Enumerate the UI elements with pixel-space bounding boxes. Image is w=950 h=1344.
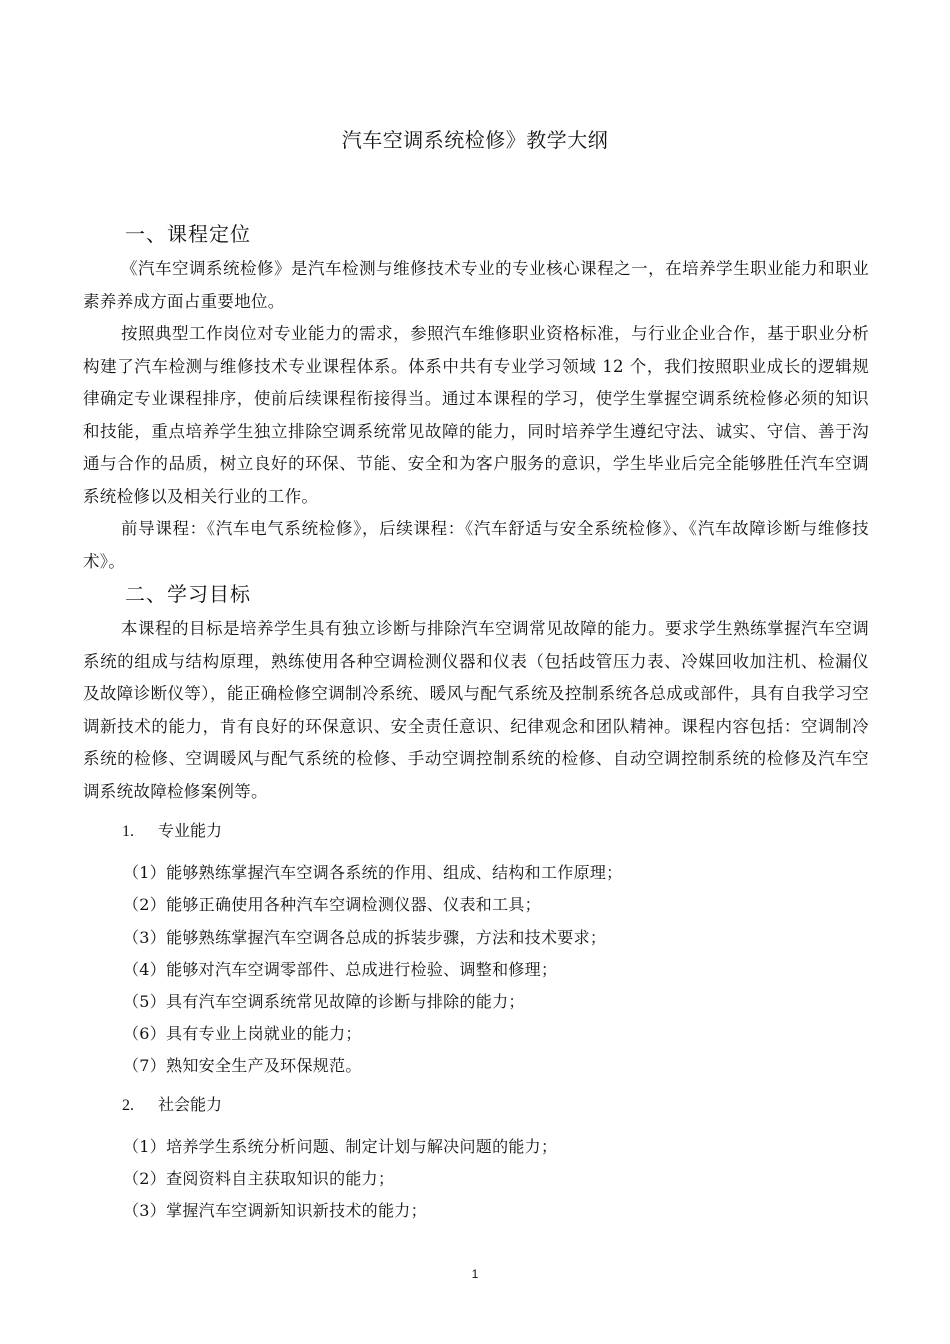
- list-item: （3）能够熟练掌握汽车空调各总成的拆装步骤，方法和技术要求；: [123, 928, 607, 947]
- subsection-number: 2.: [122, 1097, 134, 1114]
- paragraph: 《汽车空调系统检修》是汽车检测与维修技术专业的专业核心课程之一，在培养学生职业能力和职业素养养成方面占重要地位。: [83, 259, 869, 311]
- document-title: 汽车空调系统检修》教学大纲: [341, 128, 609, 152]
- subsection-label: 专业能力: [158, 821, 223, 840]
- section-heading-course-positioning: 一、课程定位: [125, 222, 251, 246]
- list-item: （1）培养学生系统分析问题、制定计划与解决问题的能力；: [123, 1137, 558, 1156]
- subsection-number: 1.: [122, 823, 134, 840]
- paragraph: 本课程的目标是培养学生具有独立诊断与排除汽车空调常见故障的能力。要求学生熟练掌握汽车空调系统的组成与结构原理，熟练使用各种空调检测仪器和仪表（包括歧管压力表、冷媒回收加注机、检漏仪及故障诊断仪等），能正确检修空调制冷系统、暖风与配气系统及控制系统各总成或部件，具有自我学习空调新技术的能力，肯有良好的环保意识、安全责任意识、纪律观念和团队精神。课程内容包括：空调制冷系统的检修、空调暖风与配气系统的检修、手动空调控制系统的检修、自动空调控制系统的检修及汽车空调系统故障检修案例等。: [83, 619, 869, 801]
- list-item: （6）具有专业上岗就业的能力；: [123, 1024, 362, 1043]
- list-item: （3）掌握汽车空调新知识新技术的能力；: [123, 1201, 427, 1220]
- paragraph: 按照典型工作岗位对专业能力的需求，参照汽车维修职业资格标准，与行业企业合作，基于职业分析构建了汽车检测与维修技术专业课程体系。体系中共有专业学习领域 12 个，我们按照职业成长的逻辑规律确定专业课程排序，使前后续课程衔接得当。通过本课程的学习，使学生掌握空调系统检修必须的知识和技能，重点培养学生独立排除空调系统常见故障的能力，同时培养学生遵纪守法、诚实、守信、善于沟通与合作的品质，树立良好的环保、节能、安全和为客户服务的意识，学生毕业后完全能够胜任汽车空调系统检修以及相关行业的工作。: [83, 324, 869, 506]
- list-item: （4）能够对汽车空调零部件、总成进行检验、调整和修理；: [123, 960, 558, 979]
- list-item: （1）能够熟练掌握汽车空调各系统的作用、组成、结构和工作原理；: [123, 863, 623, 882]
- list-item: （5）具有汽车空调系统常见故障的诊断与排除的能力；: [123, 992, 525, 1011]
- subsection-heading-professional-ability: [122, 818, 222, 841]
- list-item: （2）查阅资料自主获取知识的能力；: [123, 1169, 395, 1188]
- subsection-heading-social-ability: [122, 1092, 222, 1115]
- list-item: （7）熟知安全生产及环保规范。: [123, 1056, 362, 1075]
- section-heading-learning-objectives: 二、学习目标: [125, 582, 251, 606]
- paragraph: 前导课程：《汽车电气系统检修》，后续课程：《汽车舒适与安全系统检修》、《汽车故障诊断与维修技术》。: [83, 519, 869, 571]
- page-number: 1: [471, 1267, 479, 1281]
- subsection-label: 社会能力: [158, 1095, 223, 1114]
- list-item: （2）能够正确使用各种汽车空调检测仪器、仪表和工具；: [123, 895, 541, 914]
